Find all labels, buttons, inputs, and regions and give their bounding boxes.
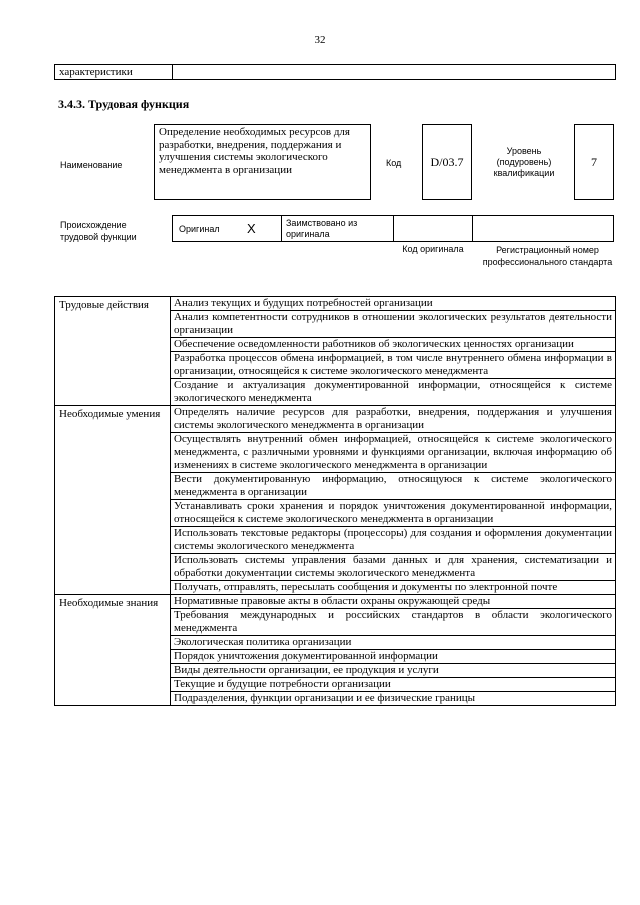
origin-divider bbox=[393, 216, 394, 241]
borrowed-label: Заимствовано из оригинала bbox=[286, 218, 358, 239]
section-item-cell: Создание и актуализация документированной информации, относящейся к системе экологического менеджмента bbox=[171, 379, 616, 406]
code-original-caption: Код оригинала bbox=[402, 244, 464, 254]
section-heading: 3.4.3. Трудовая функция bbox=[58, 97, 190, 111]
previous-table-cell: характеристики bbox=[55, 65, 173, 79]
level-label: Уровень (подуровень) квалификации bbox=[493, 146, 555, 178]
section-item-cell: Порядок уничтожения документированной информации bbox=[171, 650, 616, 664]
section-item-cell: Определять наличие ресурсов для разработки, внедрения, поддержания и улучшения системы экологического менеджмента в организации bbox=[171, 406, 616, 433]
section-item-cell: Анализ текущих и будущих потребностей организации bbox=[171, 297, 616, 311]
section-item-cell: Нормативные правовые акты в области охраны окружающей среды bbox=[171, 595, 616, 609]
origin-divider bbox=[472, 216, 473, 241]
section-title-cell: Трудовые действия bbox=[55, 297, 171, 406]
section-item-cell: Экологическая политика организации bbox=[171, 636, 616, 650]
reg-number-caption: Регистрационный номер профессионального стандарта bbox=[482, 245, 613, 267]
section-item-cell: Обеспечение осведомленности работников об экологических ценностях организации bbox=[171, 338, 616, 352]
function-details-table bbox=[54, 296, 616, 706]
code-value: D/03.7 bbox=[430, 154, 464, 169]
origin-table bbox=[172, 215, 614, 242]
section-item-cell: Вести документированную информацию, относящуюся к системе экологического менеджмента в организации bbox=[171, 473, 616, 500]
section-item-cell: Подразделения, функции организации и ее физические границы bbox=[171, 692, 616, 706]
code-label: Код bbox=[386, 158, 402, 168]
page-number: 32 bbox=[314, 34, 326, 46]
level-box bbox=[574, 124, 614, 200]
original-label: Оригинал bbox=[179, 224, 220, 234]
table-row bbox=[55, 595, 616, 609]
code-box bbox=[422, 124, 472, 200]
section-title-cell: Необходимые знания bbox=[55, 595, 171, 706]
origin-divider bbox=[281, 216, 282, 241]
original-mark: X bbox=[247, 221, 256, 236]
section-item-cell: Получать, отправлять, пересылать сообщения и документы по электронной почте bbox=[171, 581, 616, 595]
name-label: Наименование bbox=[60, 160, 123, 170]
table-row bbox=[55, 297, 616, 311]
previous-table-row bbox=[54, 64, 616, 80]
section-title-cell: Необходимые умения bbox=[55, 406, 171, 595]
section-item-cell: Использовать системы управления базами данных и для хранения, систематизации и обработки документации системы экологического менеджмента bbox=[171, 554, 616, 581]
section-item-cell: Использовать текстовые редакторы (процессоры) для создания и оформления документации системы экологического менеджмента bbox=[171, 527, 616, 554]
section-item-cell: Устанавливать сроки хранения и порядок уничтожения документированной информации, относящейся к системе экологического менеджмента в организации bbox=[171, 500, 616, 527]
section-item-cell: Разработка процессов обмена информацией, в том числе внутреннего обмена информации в организации, относящейся к системе экологического менеджмента bbox=[171, 352, 616, 379]
function-name-value: Определение необходимых ресурсов для разработки, внедрения, поддержания и улучшения системы экологического менеджмента в организации bbox=[159, 126, 350, 176]
section-item-cell: Текущие и будущие потребности организации bbox=[171, 678, 616, 692]
level-value: 7 bbox=[591, 154, 597, 169]
origin-label: Происхождение трудовой функции bbox=[60, 220, 137, 242]
section-item-cell: Анализ компетентности сотрудников в отношении экологических результатов деятельности организации bbox=[171, 311, 616, 338]
section-item-cell: Виды деятельности организации, ее продукция и услуги bbox=[171, 664, 616, 678]
function-name-box bbox=[154, 124, 371, 200]
table-row bbox=[55, 406, 616, 433]
section-item-cell: Осуществлять внутренний обмен информацией, относящейся к системе экологического менеджмента, с различными уровнями и функциями организации, включая информацию об изменениях в системе экологического менеджмента в организации bbox=[171, 433, 616, 473]
section-item-cell: Требования международных и российских стандартов в области экологического менеджмента bbox=[171, 609, 616, 636]
